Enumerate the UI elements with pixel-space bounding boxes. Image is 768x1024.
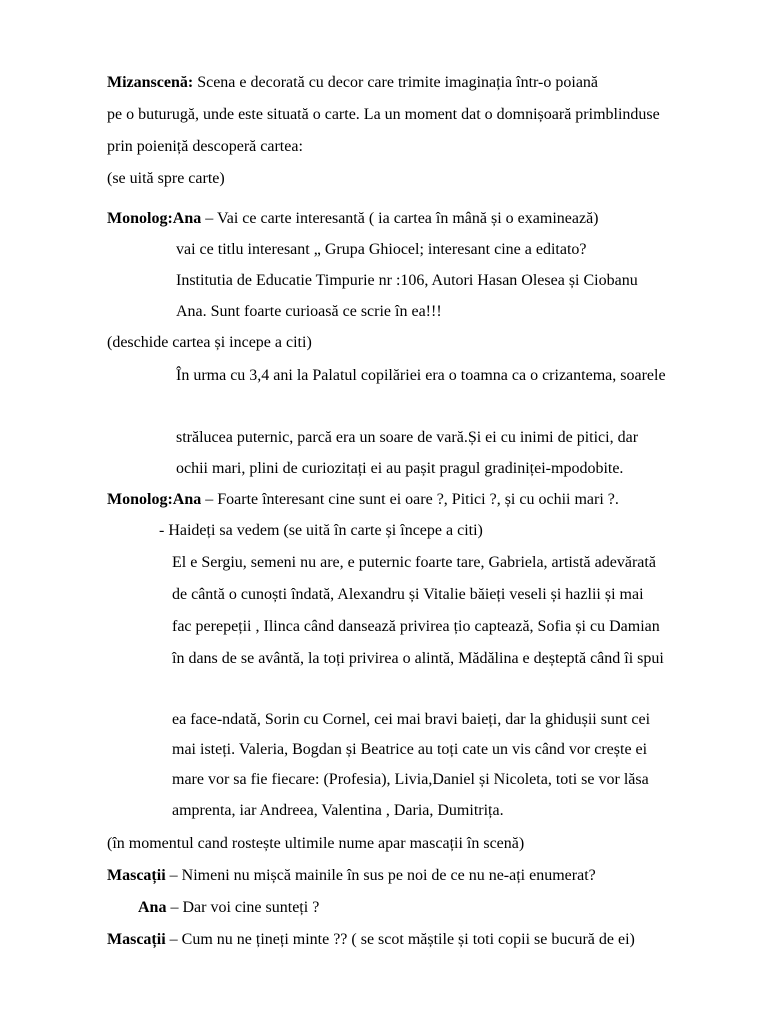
line-12 [176, 461, 623, 477]
line-text: Scena e decorată cu decor care trimite imaginația într-o poiană [193, 74, 599, 91]
line-text: (deschide cartea și incepe a citi) [107, 334, 312, 351]
line-text: – Nimeni nu mișcă mainile în sus pe noi de ce nu ne-ați enumerat? [165, 867, 596, 884]
line-text: – Cum nu ne țineți minte ?? ( se scot măștile și toti copii se bucură de ei) [165, 931, 635, 948]
line-6 [176, 242, 587, 258]
line-text: strălucea puternic, parcă era un soare de vară.Și ei cu inimi de pitici, dar [176, 429, 639, 446]
line-text: Institutia de Educatie Timpurie nr :106, Autori Hasan Olesea și Ciobanu [176, 272, 638, 289]
line-7 [176, 273, 638, 289]
line-23 [107, 836, 524, 852]
line-text: – Vai ce carte interesantă ( ia cartea în mână și o examinează) [201, 210, 599, 227]
line-text: fac perepeții , Ilinca când dansează privirea țio captează, Sofia și cu Damian [172, 618, 660, 635]
line-18 [172, 651, 664, 667]
line-text: – Foarte înteresant cine sunt ei oare ?, Pitici ?, și cu ochii mari ?. [201, 491, 619, 508]
line-text: El e Sergiu, semeni nu are, e puternic foarte tare, Gabriela, artistă adevărată [172, 554, 656, 571]
line-text: amprenta, iar Andreea, Valentina , Daria, Dumitrița. [172, 802, 504, 819]
line-19 [172, 712, 650, 728]
line-text: mai isteți. Valeria, Bogdan și Beatrice au toți cate un vis când vor crește ei [172, 741, 648, 758]
line-26 [107, 932, 635, 948]
line-text: – Dar voi cine sunteți ? [166, 899, 320, 916]
line-16 [172, 587, 644, 603]
line-text: (se uită spre carte) [107, 170, 225, 187]
line-11 [176, 430, 638, 446]
line-15 [172, 555, 656, 571]
line-text: (în momentul cand rostește ultimile nume apar mascații în scenă) [107, 835, 525, 852]
line-9 [107, 335, 312, 351]
line-1 [107, 75, 598, 91]
line-24 [107, 868, 596, 884]
line-text: pe o buturugă, unde este situată o carte. La un moment dat o domnișoară primblinduse [107, 106, 660, 123]
line-text: Ana. Sunt foarte curioasă ce scrie în ea!!! [176, 303, 442, 320]
line-17 [172, 619, 660, 635]
speaker-label: Mizanscenă: [107, 74, 194, 91]
line-text: în dans de se avântă, la toți privirea o alintă, Mădălina e deșteptă când îi spui [172, 650, 664, 667]
line-2 [107, 107, 660, 123]
speaker-label: Mascații [107, 867, 166, 884]
line-25 [138, 900, 319, 916]
line-20 [172, 742, 647, 758]
line-text: mare vor sa fie fiecare: (Profesia), Livia,Daniel și Nicoleta, toti se vor lăsa [172, 771, 649, 788]
line-4 [107, 171, 225, 187]
line-text: - Haideți sa vedem (se uită în carte și începe a citi) [159, 522, 483, 539]
line-13 [107, 492, 619, 508]
line-8 [176, 304, 442, 320]
line-text: ochii mari, plini de curiozitați ei au pașit pragul gradiniței-mpodobite. [176, 460, 624, 477]
speaker-label: Mascații [107, 931, 166, 948]
line-5 [107, 211, 599, 227]
line-3 [107, 139, 303, 155]
speaker-label: Monolog:Ana [107, 210, 202, 227]
line-22 [172, 803, 504, 819]
line-text: vai ce titlu interesant „ Grupa Ghiocel; interesant cine a editato? [176, 241, 587, 258]
line-text: prin poieniță descoperă cartea: [107, 138, 303, 155]
speaker-label: Ana [138, 899, 167, 916]
line-10 [176, 368, 666, 384]
line-14 [159, 523, 483, 539]
line-text: În urma cu 3,4 ani la Palatul copilăriei era o toamna ca o crizantema, soarele [176, 367, 666, 384]
line-text: ea face-ndată, Sorin cu Cornel, cei mai bravi baieți, dar la ghidușii sunt cei [172, 711, 651, 728]
speaker-label: Monolog:Ana [107, 491, 202, 508]
line-21 [172, 772, 649, 788]
line-text: de cântă o cunoști îndată, Alexandru și Vitalie băieți veseli și hazlii și mai [172, 586, 644, 603]
